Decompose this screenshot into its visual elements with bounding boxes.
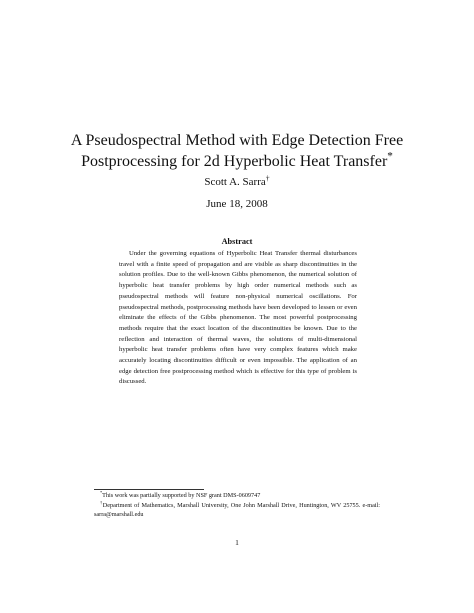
abstract-text-content: Under the governing equations of Hyperbolic Heat Transfer thermal disturbances travel with a finite speed of propagation and are visible as sharp discontinuities in the solution profiles. Due to the well-known Gibbs phenomenon, the numerical solution of hyperbolic heat transfer problems by high order numerical methods such as pseudospectral methods will feature non-physical numerical oscillations. For pseudospectral methods, postprocessing methods have been developed to lessen or even eliminate the effects of the Gibbs phenomenon. The most powerful postprocessing methods require that the exact location of the discontinuities be known. Due to the reflection and interaction of thermal waves, the solutions of multi-dimensional hyperbolic heat transfer problems often have very complex features which make accurately locating discontinuities difficult or even impossible. The application of an edge detection free postprocessing method which is effective for this type of problem is discussed. [119, 250, 357, 386]
footnote-2 [94, 501, 380, 520]
page-number: 1 [235, 538, 239, 547]
abstract-text [119, 249, 357, 388]
author [40, 173, 434, 188]
footnote-1-mark: * [100, 489, 103, 495]
title-line-2 [40, 151, 434, 172]
title-line-2-text: Postprocessing for 2d Hyperbolic Heat Transfer [81, 153, 388, 170]
date: June 18, 2008 [206, 198, 268, 210]
author-name: Scott A. Sarra [204, 176, 266, 188]
footnote-2-mark: † [100, 499, 103, 505]
footnote-1-text: This work was partially supported by NSF grant DMS-0609747 [102, 492, 261, 499]
author-footnote-mark: † [265, 173, 270, 183]
title-footnote-mark: * [387, 150, 393, 163]
footnote-1 [94, 491, 380, 501]
paper-title [40, 130, 434, 172]
title-line-1: A Pseudospectral Method with Edge Detection Free [70, 132, 404, 149]
footnote-2-text: Department of Mathematics, Marshall University, One John Marshall Drive, Huntington, WV 25755. e-mail: sarra@marshall.edu [94, 501, 380, 518]
abstract-heading: Abstract [221, 237, 253, 246]
footnotes [94, 491, 380, 520]
footnote-rule [94, 489, 204, 490]
